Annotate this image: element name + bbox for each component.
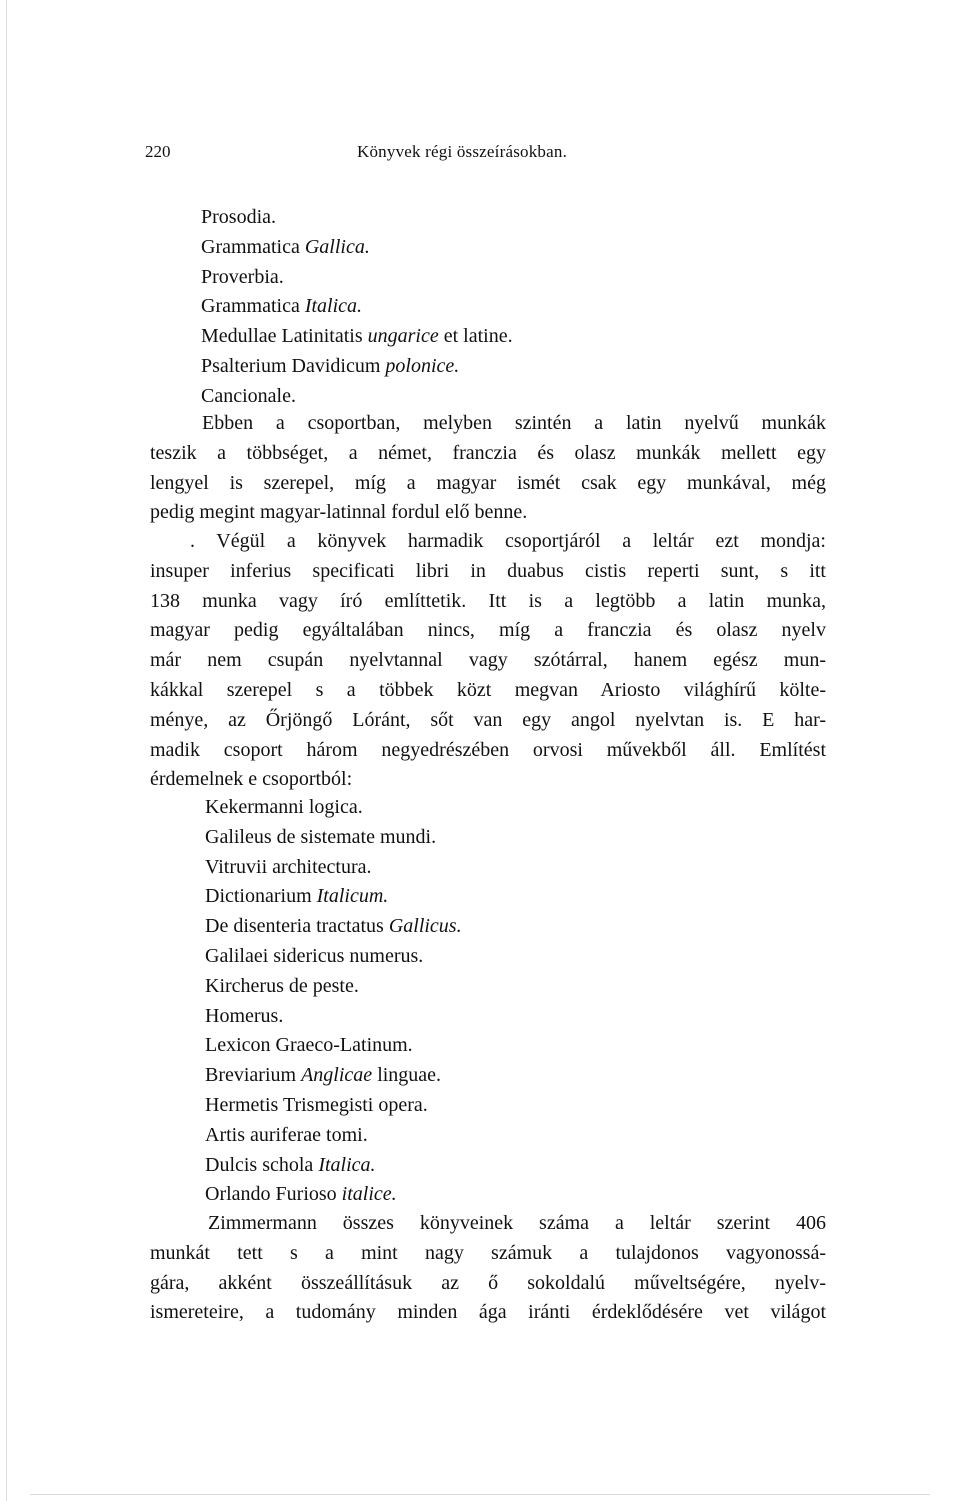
paragraph-line: Ebben a csoportban, melyben szintén a latin nyelvű munkák (202, 412, 826, 434)
page-header (145, 142, 825, 166)
list-item: Artis auriferae tomi. (205, 1123, 368, 1146)
paragraph-line: 138 munka vagy író említtetik. Itt is a legtöbb a latin munka, (150, 589, 826, 612)
paragraph-line: már nem csupán nyelvtannal vagy szótárral, hanem egész mun- (150, 649, 826, 672)
paragraph-2 (150, 527, 826, 795)
list-item: Dulcis schola Italica. (205, 1153, 376, 1176)
paragraph-line: magyar pedig egyáltalában nincs, míg a franczia és olasz nyelv (150, 619, 826, 642)
scan-bottom-line (30, 1494, 930, 1495)
paragraph-line: Zimmermann összes könyveinek száma a leltár szerint 406 (208, 1212, 826, 1234)
paragraph-line: gára, akként összeállításuk az ő sokoldalú műveltségére, nyelv- (150, 1271, 826, 1294)
list-item: Breviarium Anglicae linguae. (205, 1064, 442, 1087)
list-item: Lexicon Graeco-Latinum. (205, 1034, 413, 1057)
list-item: Psalterium Davidicum polonice. (201, 354, 460, 377)
page-number: 220 (145, 142, 171, 161)
paragraph-line: munkát tett s a mint nagy számuk a tulajdonos vagyonossá- (150, 1241, 826, 1264)
book-list-first (201, 203, 513, 412)
paragraph-line: insuper inferius specificati libri in duabus cistis reperti sunt, s itt (150, 559, 826, 582)
paragraph-line: . Végül a könyvek harmadik csoportjáról a leltár ezt mondja: (190, 530, 826, 552)
paragraph-3 (150, 1209, 826, 1328)
paragraph-line: teszik a többséget, a német, franczia és olasz munkák mellett egy (150, 441, 826, 464)
paragraph-line: madik csoport három negyedrészében orvosi művekből áll. Említést (150, 738, 826, 761)
paragraph-line: ménye, az Őrjöngő Lóránt, sőt van egy angol nyelvtan is. E har- (150, 708, 826, 731)
list-item: Homerus. (205, 1004, 284, 1027)
list-item: Grammatica Italica. (201, 295, 363, 318)
list-item: Hermetis Trismegisti opera. (205, 1093, 428, 1116)
list-item: Kekermanni logica. (205, 796, 363, 818)
list-item: Grammatica Gallica. (201, 235, 370, 258)
list-item: Dictionarium Italicum. (205, 885, 389, 908)
list-item: Proverbia. (201, 265, 284, 288)
list-item: Galilaei sidericus numerus. (205, 944, 424, 967)
paragraph-line: ismereteire, a tudomány minden ága iránti érdeklődésére vet világot (150, 1301, 826, 1324)
scan-edge-line (6, 0, 7, 1501)
paragraph-line: pedig megint magyar-latinnal fordul elő benne. (150, 501, 528, 524)
list-item: Prosodia. (201, 206, 276, 228)
list-item: Galileus de sistemate mundi. (205, 825, 437, 848)
book-list-second (205, 793, 462, 1210)
paragraph-line: érdemelnek e csoportból: (150, 768, 353, 791)
paragraph-line: kákkal szerepel s a többek közt megvan Ariosto világhírű költe- (150, 678, 826, 701)
list-item: Orlando Furioso italice. (205, 1183, 397, 1206)
paragraph-line: lengyel is szerepel, míg a magyar ismét csak egy munkával, még (150, 471, 826, 494)
list-item: Vitruvii architectura. (205, 855, 372, 878)
list-item: De disenteria tractatus Gallicus. (205, 915, 462, 938)
paragraph-1 (150, 409, 826, 528)
list-item: Medullae Latinitatis ungarice et latine. (201, 325, 513, 348)
running-title: Könyvek régi összeírásokban. (357, 142, 568, 161)
list-item: Kircherus de peste. (205, 974, 359, 997)
list-item: Cancionale. (201, 384, 296, 407)
